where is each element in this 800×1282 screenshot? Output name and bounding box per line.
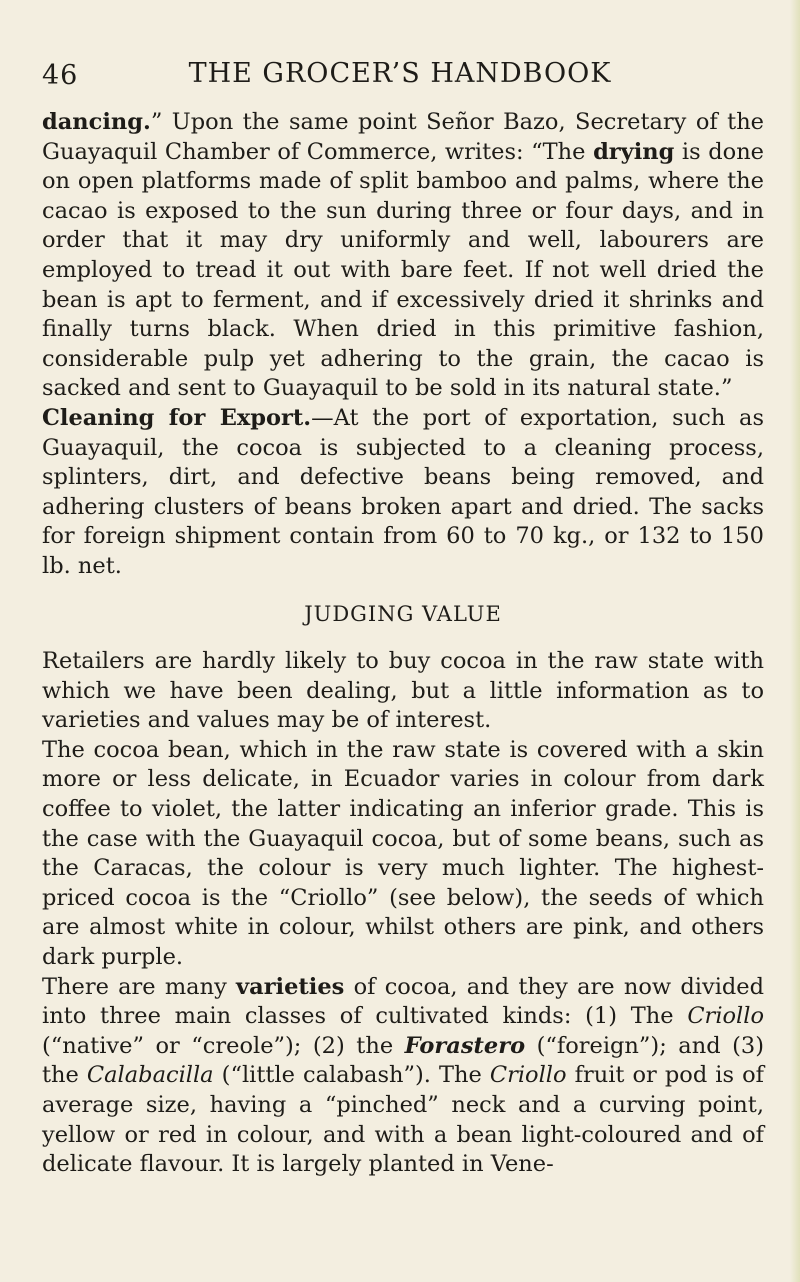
paragraph-cleaning-for-export: [42, 404, 764, 582]
page-number: 46: [42, 60, 79, 91]
page-edge-shading: [790, 0, 800, 1282]
paragraph-drying: [42, 108, 764, 404]
bold-term-varieties: varieties: [236, 973, 345, 1000]
text-run: (“native” or “creole”); (2) the: [42, 1032, 405, 1059]
text-run: Retailers are hardly likely to buy cocoa in the raw state with which we have been dealing, but a little information as to varieties and values may be of interest.: [42, 648, 764, 734]
text-run: fruit or pod is of average size, having a “pinched” neck and a curving point, yellow or red in colour, and with a bean light-coloured and of delicate flavour. It is largely planted in Vene-: [42, 1062, 764, 1178]
paragraph-varieties: [42, 973, 764, 1180]
text-run: (“foreign”); and (3) the: [42, 1032, 764, 1089]
italic-term-criollo: Criollo: [687, 1003, 764, 1030]
text-run: is done on open platforms made of split bamboo and palms, where the cacao is exposed to the sun during three or four days, and in order that it may dry uniformly and well, labourers are employed to tread it out with bare feet. If not well dried the bean is apt to ferment, and if excessively dried it shrinks and finally turns black. When dried in this primitive fashion, considerable pulp yet adhering to the grain, the cacao is sacked and sent to Guayaquil to be sold in its natural state.”: [42, 138, 764, 402]
italic-term-calabacilla: Calabacilla: [86, 1062, 214, 1089]
text-run: There are many: [42, 973, 237, 1000]
text-run: The cocoa bean, which in the raw state is covered with a skin more or less delicate, in Ecuador varies in colour from dark coffee to violet, the latter indicating an inferior grade. This is the case with the Guayaquil cocoa, but of some beans, such as the Caracas, the colour is very much lighter. The highest-priced cocoa is the “Criollo” (see below), the seeds of which are almost white in colour, whilst others are pink, and others dark purple.: [42, 736, 764, 971]
section-heading: JUDGING VALUE: [304, 601, 502, 626]
italic-term-criollo: Criollo: [489, 1062, 567, 1089]
text-run: (“little calabash”). The: [213, 1062, 490, 1089]
bold-term-dancing: dancing.: [42, 109, 151, 135]
page-body: [42, 108, 764, 1180]
italic-term-forastero: Forastero: [404, 1032, 526, 1059]
text-run: of cocoa, and they are now divided into three main classes of cultivated kinds: (1) The: [42, 973, 765, 1030]
bold-heading-cleaning-for-export: Cleaning for Export.: [42, 404, 312, 431]
paragraph-retailers: [42, 647, 764, 736]
text-run: ” Upon the same point Señor Bazo, Secretary of the Guayaquil Chamber of Commerce, writes: “The: [42, 109, 764, 165]
paragraph-cocoa-bean-colour: [42, 736, 764, 973]
running-head-title: THE GROCER’S HANDBOOK: [188, 58, 612, 89]
bold-term-drying: drying: [593, 138, 675, 165]
text-run: —At the port of exportation, such as Guayaquil, the cocoa is subjected to a cleaning process, splinters, dirt, and defective beans being removed, and adhering clusters of beans broken apart and dried. The sacks for foreign shipment contain from 60 to 70 kg., or 132 to 150 lb. net.: [42, 404, 764, 579]
